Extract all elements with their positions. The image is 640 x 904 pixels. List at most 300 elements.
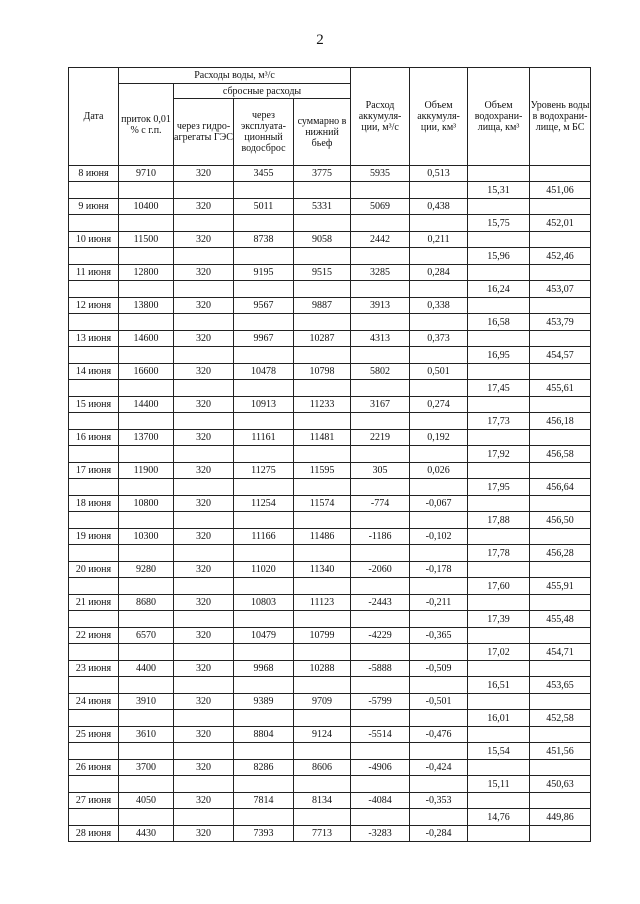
cell-water-level (530, 298, 591, 314)
header-date: Дата (69, 68, 119, 166)
cell-water-level: 455,61 (530, 380, 591, 397)
cell-empty (119, 479, 174, 496)
cell-empty (351, 809, 410, 826)
cell-reservoir-volume (468, 529, 530, 545)
cell-empty (234, 809, 294, 826)
table-row-interval (69, 413, 591, 430)
cell-accum-flow: -2443 (351, 595, 410, 611)
cell-total-tailwater: 10288 (294, 661, 351, 677)
cell-empty (69, 479, 119, 496)
cell-accum-flow: -2060 (351, 562, 410, 578)
cell-accum-flow: -4906 (351, 760, 410, 776)
cell-empty (119, 215, 174, 232)
table-row-interval (69, 347, 591, 364)
cell-empty (234, 215, 294, 232)
cell-total-tailwater: 11481 (294, 430, 351, 446)
cell-empty (410, 644, 468, 661)
cell-reservoir-volume: 15,31 (468, 182, 530, 199)
cell-reservoir-volume: 15,54 (468, 743, 530, 760)
table-row-interval (69, 809, 591, 826)
table-row (69, 298, 591, 314)
cell-reservoir-volume: 17,39 (468, 611, 530, 628)
cell-empty (410, 743, 468, 760)
table-row (69, 496, 591, 512)
cell-empty (119, 809, 174, 826)
cell-water-level: 453,79 (530, 314, 591, 331)
cell-through-spillway: 11161 (234, 430, 294, 446)
cell-reservoir-volume: 17,60 (468, 578, 530, 595)
cell-empty (294, 479, 351, 496)
cell-total-tailwater: 11595 (294, 463, 351, 479)
cell-empty (234, 248, 294, 265)
cell-empty (174, 314, 234, 331)
cell-water-level: 452,58 (530, 710, 591, 727)
cell-empty (234, 446, 294, 463)
cell-empty (351, 710, 410, 727)
cell-accum-volume: -0,365 (410, 628, 468, 644)
cell-empty (294, 545, 351, 562)
cell-through-units: 320 (174, 496, 234, 512)
cell-accum-flow: -5799 (351, 694, 410, 710)
cell-through-units: 320 (174, 826, 234, 842)
cell-accum-flow: 4313 (351, 331, 410, 347)
cell-empty (174, 479, 234, 496)
cell-empty (119, 314, 174, 331)
cell-empty (174, 281, 234, 298)
header-accum-flow: Расход аккумуля-ции, м³/с (351, 68, 410, 166)
cell-reservoir-volume: 16,95 (468, 347, 530, 364)
cell-through-spillway: 5011 (234, 199, 294, 215)
table-row-interval (69, 677, 591, 694)
header-discharges-group: сбросные расходы (174, 84, 351, 99)
cell-total-tailwater: 8134 (294, 793, 351, 809)
table-row (69, 661, 591, 677)
cell-reservoir-volume (468, 331, 530, 347)
cell-reservoir-volume: 17,78 (468, 545, 530, 562)
table-row (69, 331, 591, 347)
cell-empty (410, 677, 468, 694)
cell-empty (351, 479, 410, 496)
cell-date: 27 июня (69, 793, 119, 809)
table-row-interval (69, 512, 591, 529)
cell-reservoir-volume: 17,88 (468, 512, 530, 529)
table-row (69, 463, 591, 479)
table-row (69, 364, 591, 380)
cell-through-units: 320 (174, 727, 234, 743)
cell-accum-volume: -0,178 (410, 562, 468, 578)
cell-inflow: 3910 (119, 694, 174, 710)
cell-total-tailwater: 10799 (294, 628, 351, 644)
cell-empty (351, 182, 410, 199)
cell-total-tailwater: 10287 (294, 331, 351, 347)
cell-water-level: 451,56 (530, 743, 591, 760)
cell-accum-volume: 0,284 (410, 265, 468, 281)
cell-empty (234, 644, 294, 661)
table-row-interval (69, 380, 591, 397)
cell-accum-volume: -0,353 (410, 793, 468, 809)
cell-reservoir-volume: 16,24 (468, 281, 530, 298)
cell-inflow: 10300 (119, 529, 174, 545)
cell-reservoir-volume: 14,76 (468, 809, 530, 826)
cell-inflow: 8680 (119, 595, 174, 611)
cell-reservoir-volume: 17,45 (468, 380, 530, 397)
cell-reservoir-volume (468, 397, 530, 413)
cell-empty (294, 182, 351, 199)
cell-empty (294, 347, 351, 364)
cell-empty (294, 413, 351, 430)
cell-empty (294, 809, 351, 826)
cell-reservoir-volume (468, 661, 530, 677)
cell-empty (410, 479, 468, 496)
cell-through-spillway: 8804 (234, 727, 294, 743)
cell-date: 28 июня (69, 826, 119, 842)
cell-water-level (530, 760, 591, 776)
cell-empty (119, 545, 174, 562)
cell-date: 19 июня (69, 529, 119, 545)
cell-accum-flow: 2219 (351, 430, 410, 446)
cell-empty (119, 248, 174, 265)
cell-empty (234, 182, 294, 199)
cell-water-level: 453,07 (530, 281, 591, 298)
cell-empty (69, 710, 119, 727)
cell-water-level (530, 727, 591, 743)
cell-through-units: 320 (174, 331, 234, 347)
cell-empty (234, 710, 294, 727)
cell-inflow: 10400 (119, 199, 174, 215)
table-row (69, 628, 591, 644)
cell-empty (174, 512, 234, 529)
header-through-spillway: через эксплуата-ционный водосброс (234, 99, 294, 166)
cell-accum-flow: 5802 (351, 364, 410, 380)
cell-empty (119, 776, 174, 793)
cell-empty (294, 677, 351, 694)
cell-total-tailwater: 11123 (294, 595, 351, 611)
header-through-units: через гидро-агрегаты ГЭС (174, 99, 234, 166)
cell-through-spillway: 9967 (234, 331, 294, 347)
cell-through-units: 320 (174, 628, 234, 644)
cell-empty (410, 809, 468, 826)
cell-through-spillway: 10803 (234, 595, 294, 611)
cell-inflow: 16600 (119, 364, 174, 380)
cell-empty (351, 545, 410, 562)
cell-water-level (530, 364, 591, 380)
cell-reservoir-volume (468, 364, 530, 380)
table-row-interval (69, 314, 591, 331)
cell-empty (234, 413, 294, 430)
cell-empty (351, 248, 410, 265)
cell-water-level: 452,46 (530, 248, 591, 265)
table-row-interval (69, 215, 591, 232)
cell-through-units: 320 (174, 760, 234, 776)
cell-water-level (530, 628, 591, 644)
table-row-interval (69, 578, 591, 595)
cell-empty (410, 776, 468, 793)
cell-empty (410, 512, 468, 529)
cell-empty (234, 677, 294, 694)
cell-water-level: 453,65 (530, 677, 591, 694)
cell-water-level: 454,71 (530, 644, 591, 661)
table-header (69, 68, 591, 166)
cell-inflow: 12800 (119, 265, 174, 281)
cell-empty (234, 611, 294, 628)
cell-empty (294, 446, 351, 463)
cell-total-tailwater: 11340 (294, 562, 351, 578)
cell-date: 15 июня (69, 397, 119, 413)
cell-date: 12 июня (69, 298, 119, 314)
cell-empty (351, 512, 410, 529)
cell-empty (69, 248, 119, 265)
table-row (69, 760, 591, 776)
cell-through-units: 320 (174, 430, 234, 446)
cell-water-level: 455,91 (530, 578, 591, 595)
cell-total-tailwater: 8606 (294, 760, 351, 776)
cell-date: 20 июня (69, 562, 119, 578)
table-row-interval (69, 644, 591, 661)
cell-through-units: 320 (174, 463, 234, 479)
cell-reservoir-volume (468, 298, 530, 314)
table-body (69, 166, 591, 842)
cell-through-units: 320 (174, 364, 234, 380)
table-row (69, 397, 591, 413)
cell-empty (174, 611, 234, 628)
cell-empty (351, 677, 410, 694)
page-number: 2 (316, 32, 324, 48)
table-row-interval (69, 611, 591, 628)
cell-empty (119, 512, 174, 529)
cell-empty (351, 743, 410, 760)
cell-empty (119, 578, 174, 595)
cell-empty (351, 578, 410, 595)
cell-water-level (530, 232, 591, 248)
cell-empty (410, 380, 468, 397)
cell-inflow: 14600 (119, 331, 174, 347)
cell-water-level (530, 199, 591, 215)
cell-empty (410, 182, 468, 199)
cell-empty (69, 809, 119, 826)
cell-empty (69, 182, 119, 199)
cell-empty (294, 248, 351, 265)
cell-water-level (530, 496, 591, 512)
cell-inflow: 4400 (119, 661, 174, 677)
cell-empty (174, 446, 234, 463)
cell-through-spillway: 9968 (234, 661, 294, 677)
cell-reservoir-volume (468, 265, 530, 281)
cell-water-level (530, 397, 591, 413)
cell-accum-flow: 3167 (351, 397, 410, 413)
cell-inflow: 13800 (119, 298, 174, 314)
cell-date: 24 июня (69, 694, 119, 710)
table-row-interval (69, 776, 591, 793)
reservoir-regime-table (68, 67, 591, 842)
table-row (69, 529, 591, 545)
cell-date: 9 июня (69, 199, 119, 215)
cell-empty (69, 446, 119, 463)
cell-accum-flow: -774 (351, 496, 410, 512)
table-row-interval (69, 479, 591, 496)
cell-inflow: 13700 (119, 430, 174, 446)
cell-empty (234, 545, 294, 562)
table-row (69, 562, 591, 578)
cell-empty (174, 182, 234, 199)
cell-accum-volume: 0,211 (410, 232, 468, 248)
cell-empty (69, 314, 119, 331)
cell-empty (69, 281, 119, 298)
cell-accum-flow: -4229 (351, 628, 410, 644)
cell-water-level: 450,63 (530, 776, 591, 793)
cell-inflow: 3700 (119, 760, 174, 776)
cell-empty (351, 776, 410, 793)
cell-through-units: 320 (174, 298, 234, 314)
cell-date: 21 июня (69, 595, 119, 611)
cell-empty (294, 314, 351, 331)
cell-empty (234, 347, 294, 364)
cell-through-units: 320 (174, 562, 234, 578)
cell-empty (119, 413, 174, 430)
cell-accum-flow: 305 (351, 463, 410, 479)
cell-empty (294, 215, 351, 232)
cell-accum-volume: -0,501 (410, 694, 468, 710)
cell-empty (174, 380, 234, 397)
cell-empty (174, 545, 234, 562)
cell-water-level (530, 265, 591, 281)
cell-through-spillway: 10478 (234, 364, 294, 380)
cell-empty (119, 677, 174, 694)
cell-total-tailwater: 7713 (294, 826, 351, 842)
table-row (69, 199, 591, 215)
cell-date: 13 июня (69, 331, 119, 347)
cell-through-spillway: 3455 (234, 166, 294, 182)
cell-empty (119, 380, 174, 397)
cell-reservoir-volume: 15,11 (468, 776, 530, 793)
cell-water-level: 456,64 (530, 479, 591, 496)
cell-reservoir-volume (468, 694, 530, 710)
cell-reservoir-volume (468, 826, 530, 842)
cell-through-spillway: 9195 (234, 265, 294, 281)
cell-water-level (530, 529, 591, 545)
cell-empty (119, 446, 174, 463)
table-row (69, 694, 591, 710)
cell-empty (174, 644, 234, 661)
cell-through-units: 320 (174, 232, 234, 248)
cell-through-spillway: 11166 (234, 529, 294, 545)
cell-empty (174, 809, 234, 826)
cell-reservoir-volume (468, 496, 530, 512)
cell-empty (410, 611, 468, 628)
table-row (69, 166, 591, 182)
cell-total-tailwater: 11486 (294, 529, 351, 545)
cell-empty (69, 413, 119, 430)
cell-date: 10 июня (69, 232, 119, 248)
cell-empty (69, 644, 119, 661)
cell-accum-volume: 0,373 (410, 331, 468, 347)
table-row-interval (69, 743, 591, 760)
header-water-level: Уровень воды в водохрани-лище, м БС (530, 68, 591, 166)
table-row (69, 595, 591, 611)
cell-total-tailwater: 11574 (294, 496, 351, 512)
cell-through-spillway: 8738 (234, 232, 294, 248)
cell-total-tailwater: 9515 (294, 265, 351, 281)
cell-water-level (530, 793, 591, 809)
cell-date: 25 июня (69, 727, 119, 743)
cell-total-tailwater: 9709 (294, 694, 351, 710)
header-accum-volume: Объем аккумуля-ции, км³ (410, 68, 468, 166)
cell-empty (119, 281, 174, 298)
table-row (69, 265, 591, 281)
cell-empty (410, 248, 468, 265)
cell-accum-volume: 0,338 (410, 298, 468, 314)
cell-empty (234, 380, 294, 397)
cell-accum-flow: -3283 (351, 826, 410, 842)
cell-empty (69, 215, 119, 232)
table-row (69, 430, 591, 446)
cell-empty (174, 413, 234, 430)
cell-empty (351, 380, 410, 397)
cell-empty (69, 380, 119, 397)
cell-reservoir-volume: 17,73 (468, 413, 530, 430)
cell-reservoir-volume (468, 166, 530, 182)
cell-empty (410, 215, 468, 232)
cell-water-level: 449,86 (530, 809, 591, 826)
cell-empty (234, 281, 294, 298)
cell-empty (174, 677, 234, 694)
cell-empty (294, 281, 351, 298)
cell-inflow: 10800 (119, 496, 174, 512)
cell-reservoir-volume (468, 562, 530, 578)
table-row (69, 826, 591, 842)
cell-empty (351, 281, 410, 298)
header-inflow: приток 0,01 % с г.п. (119, 84, 174, 166)
cell-reservoir-volume: 15,96 (468, 248, 530, 265)
cell-empty (69, 545, 119, 562)
cell-date: 16 июня (69, 430, 119, 446)
cell-empty (234, 776, 294, 793)
cell-water-level (530, 595, 591, 611)
cell-empty (410, 545, 468, 562)
cell-accum-flow: -5514 (351, 727, 410, 743)
cell-empty (119, 710, 174, 727)
cell-through-spillway: 11020 (234, 562, 294, 578)
cell-through-units: 320 (174, 595, 234, 611)
cell-through-spillway: 9567 (234, 298, 294, 314)
cell-water-level (530, 661, 591, 677)
cell-empty (174, 215, 234, 232)
cell-reservoir-volume (468, 793, 530, 809)
cell-empty (410, 281, 468, 298)
cell-accum-volume: -0,476 (410, 727, 468, 743)
cell-empty (174, 347, 234, 364)
cell-through-spillway: 7814 (234, 793, 294, 809)
cell-water-level (530, 463, 591, 479)
cell-water-level: 451,06 (530, 182, 591, 199)
cell-reservoir-volume (468, 760, 530, 776)
cell-through-spillway: 7393 (234, 826, 294, 842)
header-reservoir-volume: Объем водохрани-лища, км³ (468, 68, 530, 166)
cell-empty (69, 776, 119, 793)
cell-water-level: 455,48 (530, 611, 591, 628)
cell-empty (234, 479, 294, 496)
cell-empty (69, 347, 119, 364)
cell-empty (174, 743, 234, 760)
cell-empty (69, 743, 119, 760)
cell-water-level: 452,01 (530, 215, 591, 232)
cell-empty (294, 710, 351, 727)
cell-reservoir-volume: 17,92 (468, 446, 530, 463)
cell-through-spillway: 10913 (234, 397, 294, 413)
cell-empty (69, 512, 119, 529)
cell-empty (69, 578, 119, 595)
cell-water-level (530, 826, 591, 842)
cell-reservoir-volume: 17,02 (468, 644, 530, 661)
